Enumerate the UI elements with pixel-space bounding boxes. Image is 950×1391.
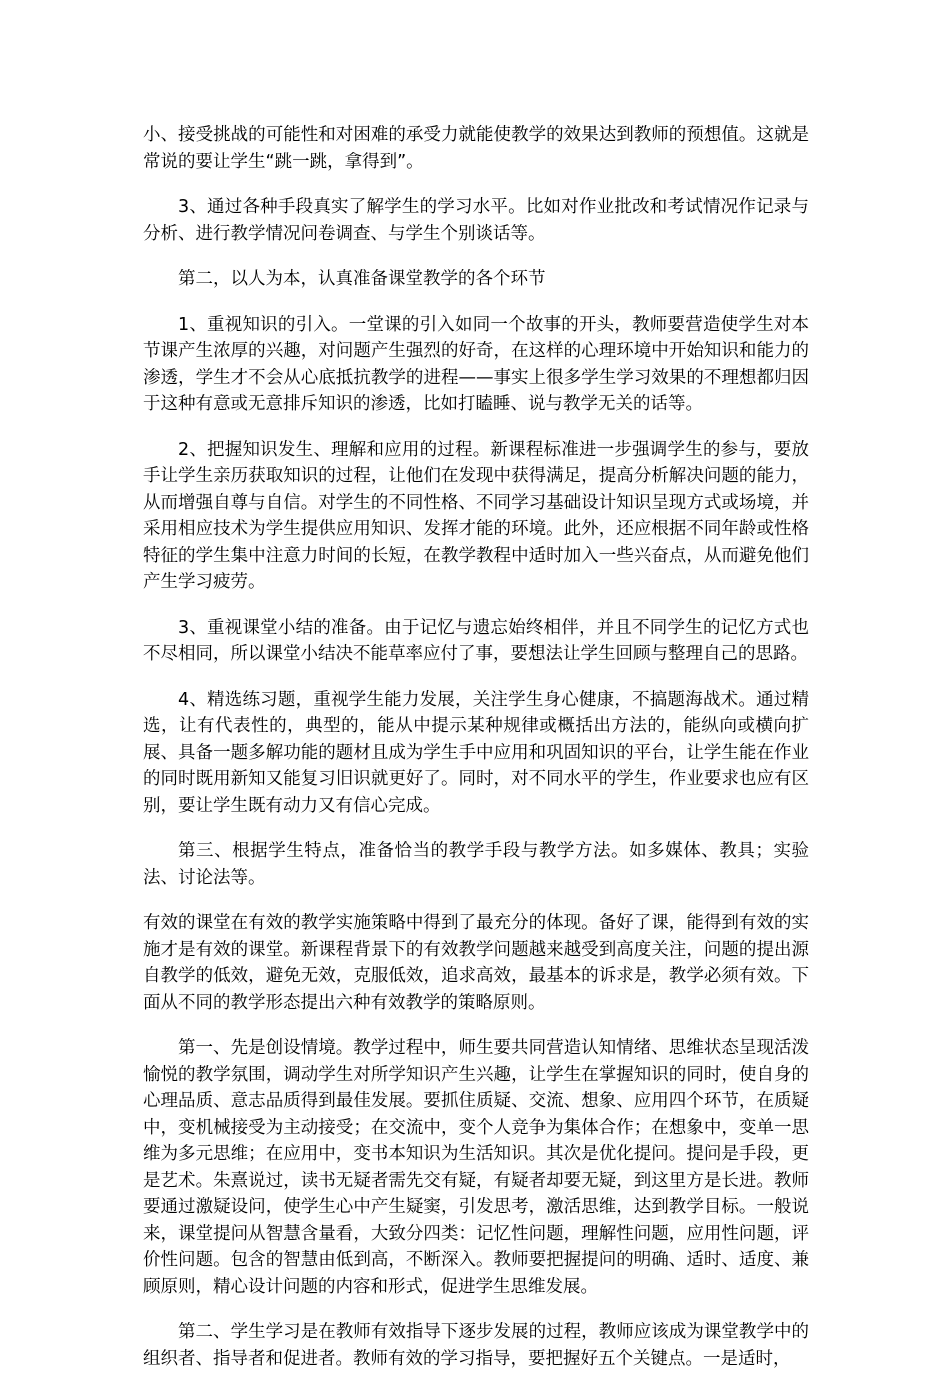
- paragraph: 第二、学生学习是在教师有效指导下逐步发展的过程，教师应该成为课堂教学中的组织者、指导者和促进者。教师有效的学习指导，要把握好五个关键点。一是适时，: [143, 1322, 809, 1369]
- section-heading: 第二，以人为本，认真准备课堂教学的各个环节: [178, 269, 546, 289]
- paragraph: 小、接受挑战的可能性和对困难的承受力就能使教学的效果达到教师的预想值。这就是常说的要让学生“跳一跳，拿得到”。: [143, 125, 809, 172]
- paragraph: 3、通过各种手段真实了解学生的学习水平。比如对作业批改和考试情况作记录与分析、进行教学情况问卷调查、与学生个别谈话等。: [143, 197, 809, 244]
- paragraph: 3、重视课堂小结的准备。由于记忆与遗忘始终相伴，并且不同学生的记忆方式也不尽相同，所以课堂小结决不能草率应付了事，要想法让学生回顾与整理自己的思路。: [143, 617, 809, 664]
- paragraph: 1、重视知识的引入。一堂课的引入如同一个故事的开头，教师要营造使学生对本节课产生浓厚的兴趣，对问题产生强烈的好奇，在这样的心理环境中开始知识和能力的渗透，学生才不会从心底抵抗教学的进程——事实上很多学生学习效果的不理想都归因于这种有意或无意排斥知识的渗透，比如打瞌睡、说与教学无关的话等。: [143, 314, 809, 414]
- paragraph: 有效的课堂在有效的教学实施策略中得到了最充分的体现。备好了课，能得到有效的实施才是有效的课堂。新课程背景下的有效教学问题越来越受到高度关注，问题的提出源自教学的低效，避免无效，克服低效，追求高效，最基本的诉求是，教学必须有效。下面从不同的教学形态提出六种有效教学的策略原则。: [143, 913, 809, 1013]
- paragraph: 第一、先是创设情境。教学过程中，师生要共同营造认知情绪、思维状态呈现活泼愉悦的教学氛围，调动学生对所学知识产生兴趣，让学生在掌握知识的同时，使自身的心理品质、意志品质得到最佳发展。要抓住质疑、交流、想象、应用四个环节，在质疑中，变机械接受为主动接受；在交流中，变个人竞争为集体合作；在想象中，变单一思维为多元思维；在应用中，变书本知识为生活知识。其次是优化提问。提问是手段，更是艺术。朱熹说过，读书无疑者需先交有疑，有疑者却要无疑，到这里方是长进。教师要通过激疑设问，使学生心中产生疑窦，引发思考，激活思维，达到教学目标。一般说来，课堂提问从智慧含量看，大致分四类：记忆性问题，理解性问题，应用性问题，评价性问题。包含的智慧由低到高，不断深入。教师要把握提问的明确、适时、适度、兼顾原则，精心设计问题的内容和形式，促进学生思维发展。: [143, 1038, 809, 1297]
- paragraph: 第三、根据学生特点，准备恰当的教学手段与教学方法。如多媒体、教具；实验法、讨论法等。: [143, 841, 809, 888]
- paragraph: 2、把握知识发生、理解和应用的过程。新课程标准进一步强调学生的参与，要放手让学生亲历获取知识的过程，让他们在发现中获得满足，提高分析解决问题的能力，从而增强自尊与自信。对学生的不同性格、不同学习基础设计知识呈现方式或场境，并采用相应技术为学生提供应用知识、发挥才能的环境。此外，还应根据不同年龄或性格特征的学生集中注意力时间的长短，在教学教程中适时加入一些兴奋点，从而避免他们产生学习疲劳。: [143, 439, 809, 592]
- paragraph: 4、精选练习题，重视学生能力发展，关注学生身心健康，不搞题海战术。通过精选，让有代表性的，典型的，能从中提示某种规律或概括出方法的，能纵向或横向扩展、具备一题多解功能的题材且成为学生手中应用和巩固知识的平台，让学生能在作业的同时既用新知又能复习旧识就更好了。同时，对不同水平的学生，作业要求也应有区别，要让学生既有动力又有信心完成。: [143, 689, 809, 816]
- document-body: [143, 122, 809, 1391]
